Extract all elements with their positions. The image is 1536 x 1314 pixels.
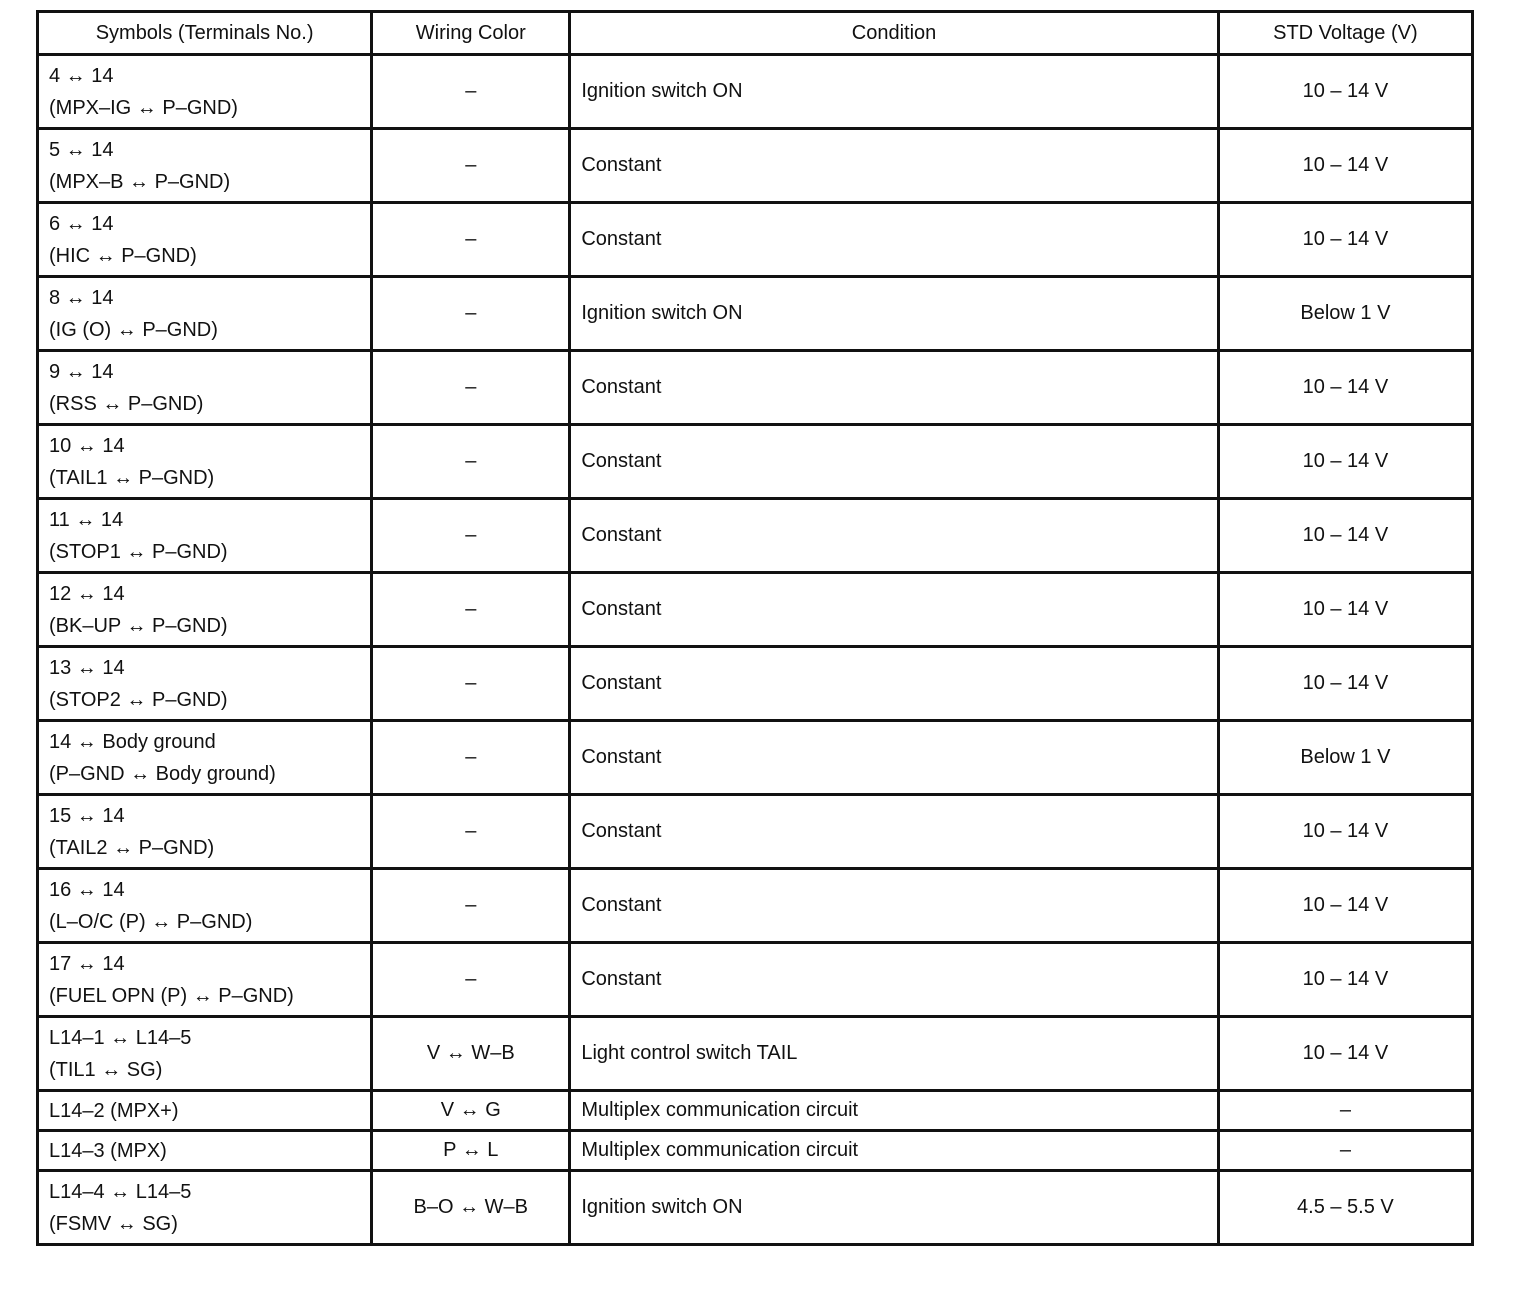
terminal-name: (RSS ↔ P–GND) xyxy=(49,392,204,415)
symbol-cell xyxy=(38,1091,372,1131)
header-condition: Condition xyxy=(570,12,1218,55)
voltage-cell: – xyxy=(1218,1091,1472,1131)
wiring-color-cell: – xyxy=(372,351,570,425)
terminal-symbol: 10 ↔ 14 xyxy=(49,434,125,457)
terminal-name: (FUEL OPN (P) ↔ P–GND) xyxy=(49,984,294,1007)
wiring-color-cell: – xyxy=(372,647,570,721)
voltage-cell: 10 – 14 V xyxy=(1218,203,1472,277)
wiring-color-cell: – xyxy=(372,573,570,647)
symbol-cell xyxy=(38,499,372,573)
terminal-symbol: L14–1 ↔ L14–5 xyxy=(49,1026,192,1049)
wiring-color-cell: – xyxy=(372,795,570,869)
voltage-cell: 10 – 14 V xyxy=(1218,1017,1472,1091)
voltage-cell: – xyxy=(1218,1131,1472,1171)
terminal-name: (MPX–B ↔ P–GND) xyxy=(49,170,231,193)
terminal-symbol: L14–3 (MPX) xyxy=(49,1139,167,1162)
symbol-cell xyxy=(38,1131,372,1171)
table-row xyxy=(38,1171,1473,1245)
table-row xyxy=(38,869,1473,943)
condition-cell: Ignition switch ON xyxy=(570,1171,1218,1245)
wiring-color-cell: B–O ↔ W–B xyxy=(372,1171,570,1245)
wiring-color-cell: V ↔ G xyxy=(372,1091,570,1131)
terminal-name: (TAIL2 ↔ P–GND) xyxy=(49,836,215,859)
condition-cell: Constant xyxy=(570,721,1218,795)
table-row xyxy=(38,203,1473,277)
terminal-name: (STOP1 ↔ P–GND) xyxy=(49,540,228,563)
header-symbols: Symbols (Terminals No.) xyxy=(38,12,372,55)
symbol-cell xyxy=(38,203,372,277)
condition-cell: Constant xyxy=(570,351,1218,425)
terminal-name: (MPX–IG ↔ P–GND) xyxy=(49,96,238,119)
symbol-cell xyxy=(38,351,372,425)
terminal-name: (IG (O) ↔ P–GND) xyxy=(49,318,218,341)
voltage-cell: 10 – 14 V xyxy=(1218,499,1472,573)
terminal-symbol: L14–4 ↔ L14–5 xyxy=(49,1180,192,1203)
condition-cell: Constant xyxy=(570,499,1218,573)
voltage-spec-table xyxy=(36,10,1474,1246)
condition-cell: Ignition switch ON xyxy=(570,55,1218,129)
terminal-symbol: 13 ↔ 14 xyxy=(49,656,125,679)
table-row xyxy=(38,55,1473,129)
table-row xyxy=(38,277,1473,351)
terminal-name: (STOP2 ↔ P–GND) xyxy=(49,688,228,711)
terminal-name: (L–O/C (P) ↔ P–GND) xyxy=(49,910,253,933)
terminal-symbol: 16 ↔ 14 xyxy=(49,878,125,901)
wiring-color-cell: – xyxy=(372,499,570,573)
condition-cell: Constant xyxy=(570,647,1218,721)
symbol-cell xyxy=(38,795,372,869)
voltage-cell: 4.5 – 5.5 V xyxy=(1218,1171,1472,1245)
voltage-cell: 10 – 14 V xyxy=(1218,869,1472,943)
wiring-color-cell: – xyxy=(372,721,570,795)
wiring-color-cell: – xyxy=(372,203,570,277)
wiring-color-cell: – xyxy=(372,425,570,499)
symbol-cell xyxy=(38,869,372,943)
terminal-symbol: 11 ↔ 14 xyxy=(49,508,124,531)
terminal-symbol: 4 ↔ 14 xyxy=(49,64,114,87)
header-wiring-color: Wiring Color xyxy=(372,12,570,55)
symbol-cell xyxy=(38,721,372,795)
wiring-color-cell: P ↔ L xyxy=(372,1131,570,1171)
terminal-symbol: 9 ↔ 14 xyxy=(49,360,114,383)
condition-cell: Multiplex communication circuit xyxy=(570,1131,1218,1171)
terminal-name: (TIL1 ↔ SG) xyxy=(49,1058,163,1081)
wiring-color-cell: – xyxy=(372,869,570,943)
terminal-name: (TAIL1 ↔ P–GND) xyxy=(49,466,215,489)
condition-cell: Constant xyxy=(570,573,1218,647)
symbol-cell xyxy=(38,129,372,203)
condition-cell: Light control switch TAIL xyxy=(570,1017,1218,1091)
voltage-cell: 10 – 14 V xyxy=(1218,943,1472,1017)
symbol-cell xyxy=(38,943,372,1017)
terminal-name: (P–GND ↔ Body ground) xyxy=(49,762,276,785)
wiring-color-cell: – xyxy=(372,55,570,129)
terminal-symbol: 14 ↔ Body ground xyxy=(49,730,216,753)
symbol-cell xyxy=(38,425,372,499)
voltage-cell: 10 – 14 V xyxy=(1218,573,1472,647)
voltage-cell: Below 1 V xyxy=(1218,721,1472,795)
table-row xyxy=(38,1131,1473,1171)
terminal-symbol: 12 ↔ 14 xyxy=(49,582,125,605)
symbol-cell xyxy=(38,1017,372,1091)
symbol-cell xyxy=(38,1171,372,1245)
table-row xyxy=(38,1017,1473,1091)
condition-cell: Multiplex communication circuit xyxy=(570,1091,1218,1131)
table-row xyxy=(38,425,1473,499)
condition-cell: Constant xyxy=(570,129,1218,203)
symbol-cell xyxy=(38,573,372,647)
voltage-cell: 10 – 14 V xyxy=(1218,351,1472,425)
condition-cell: Constant xyxy=(570,943,1218,1017)
terminal-symbol: 5 ↔ 14 xyxy=(49,138,114,161)
terminal-symbol: 15 ↔ 14 xyxy=(49,804,125,827)
voltage-cell: Below 1 V xyxy=(1218,277,1472,351)
condition-cell: Constant xyxy=(570,869,1218,943)
header-std-voltage: STD Voltage (V) xyxy=(1218,12,1472,55)
condition-cell: Constant xyxy=(570,795,1218,869)
table-row xyxy=(38,129,1473,203)
voltage-cell: 10 – 14 V xyxy=(1218,129,1472,203)
terminal-symbol: 8 ↔ 14 xyxy=(49,286,114,309)
terminal-symbol: 6 ↔ 14 xyxy=(49,212,114,235)
table-row xyxy=(38,1091,1473,1131)
table-row xyxy=(38,795,1473,869)
table-row xyxy=(38,647,1473,721)
terminal-symbol: L14–2 (MPX+) xyxy=(49,1099,179,1122)
table-row xyxy=(38,499,1473,573)
symbol-cell xyxy=(38,647,372,721)
voltage-cell: 10 – 14 V xyxy=(1218,795,1472,869)
terminal-symbol: 17 ↔ 14 xyxy=(49,952,125,975)
symbol-cell xyxy=(38,277,372,351)
voltage-cell: 10 – 14 V xyxy=(1218,55,1472,129)
symbol-cell xyxy=(38,55,372,129)
terminal-name: (BK–UP ↔ P–GND) xyxy=(49,614,228,637)
condition-cell: Constant xyxy=(570,203,1218,277)
table-row xyxy=(38,943,1473,1017)
terminal-name: (FSMV ↔ SG) xyxy=(49,1212,178,1235)
condition-cell: Ignition switch ON xyxy=(570,277,1218,351)
table-row xyxy=(38,351,1473,425)
wiring-color-cell: – xyxy=(372,943,570,1017)
header-row xyxy=(38,12,1473,55)
voltage-cell: 10 – 14 V xyxy=(1218,425,1472,499)
voltage-cell: 10 – 14 V xyxy=(1218,647,1472,721)
terminal-name: (HIC ↔ P–GND) xyxy=(49,244,197,267)
wiring-color-cell: – xyxy=(372,277,570,351)
table-row xyxy=(38,721,1473,795)
table-row xyxy=(38,573,1473,647)
condition-cell: Constant xyxy=(570,425,1218,499)
wiring-color-cell: – xyxy=(372,129,570,203)
wiring-color-cell: V ↔ W–B xyxy=(372,1017,570,1091)
